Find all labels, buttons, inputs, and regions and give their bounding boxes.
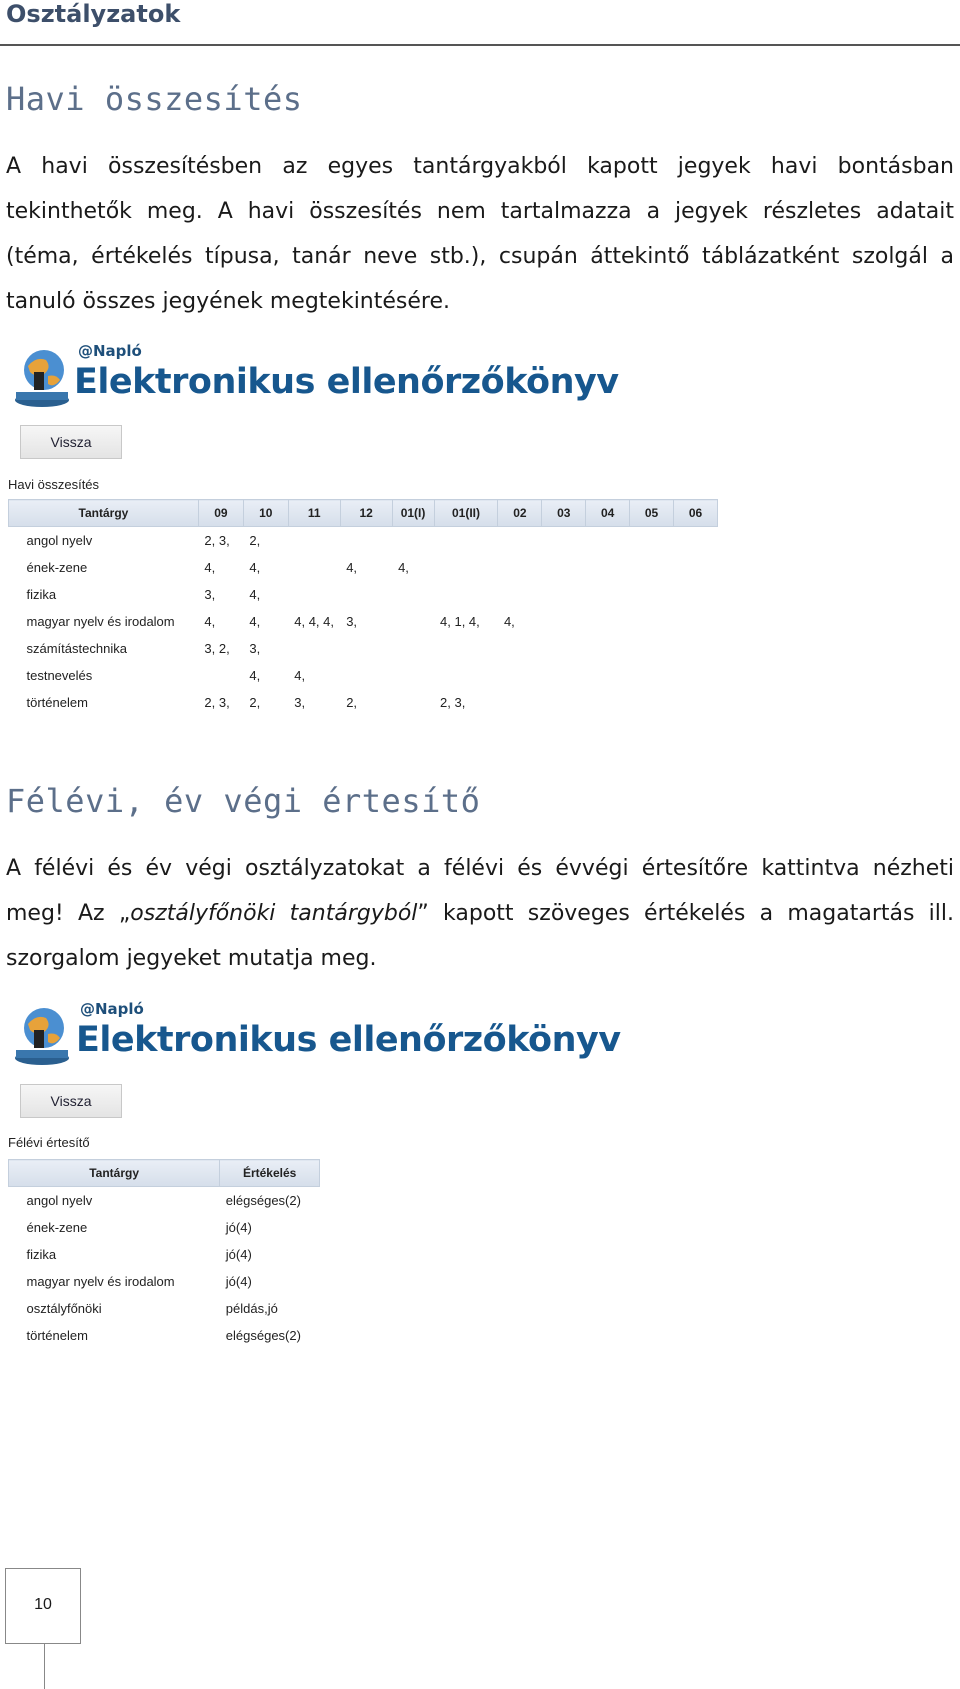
- subject-cell: történelem: [26, 1328, 88, 1343]
- paragraph-line: A havi összesítésben az egyes tantárgyakból kapott jegyek havi bontásban: [6, 154, 954, 179]
- grade-cell: [674, 689, 718, 716]
- grade-cell: [674, 581, 718, 608]
- grade-cell: [630, 635, 674, 662]
- grade-cell: [674, 608, 718, 635]
- grade-cell: [586, 581, 630, 608]
- grade-cell: jó(4): [225, 1274, 252, 1289]
- subject-cell: magyar nyelv és irodalom: [26, 614, 175, 629]
- grade-cell: [586, 662, 630, 689]
- grade-cell: [630, 689, 674, 716]
- grade-cell: 4,: [249, 560, 261, 575]
- grade-cell: 3,: [249, 641, 261, 656]
- screenshot-semester-report: [8, 1000, 688, 1360]
- section-heading-monthly: Havi összesítés: [6, 80, 303, 118]
- subject-cell: fizika: [26, 1247, 57, 1262]
- grade-cell: [586, 635, 630, 662]
- table-row: [9, 1295, 320, 1322]
- grade-cell: [434, 581, 498, 608]
- subject-cell: testnevelés: [26, 668, 93, 683]
- grade-cell: [630, 527, 674, 555]
- grade-cell: [674, 554, 718, 581]
- grade-cell: 4, 1, 4,: [440, 614, 480, 629]
- grade-cell: 4,: [249, 614, 261, 629]
- paragraph-line: A félévi és év végi osztályzatokat a félévi és évvégi értesítőre kattintva nézheti: [6, 856, 954, 881]
- grade-cell: [498, 662, 542, 689]
- grade-cell: [542, 554, 586, 581]
- column-header: Tantárgy: [9, 500, 199, 527]
- paragraph-line: [6, 891, 954, 936]
- grade-cell: [340, 635, 392, 662]
- column-header: 10: [243, 500, 288, 527]
- grade-cell: [542, 635, 586, 662]
- grade-cell: elégséges(2): [225, 1193, 301, 1208]
- subject-cell: osztályfőnöki: [26, 1301, 102, 1316]
- grade-cell: 3, 2,: [204, 641, 230, 656]
- monthly-grades-table: [8, 499, 718, 716]
- grade-cell: 4,: [249, 668, 261, 683]
- header-title: Osztályzatok: [6, 0, 181, 28]
- table-row: [9, 1268, 320, 1295]
- subject-cell: számítástechnika: [26, 641, 127, 656]
- grade-cell: 4,: [294, 668, 306, 683]
- column-header: 04: [586, 500, 630, 527]
- grade-cell: [630, 581, 674, 608]
- grade-cell: [542, 608, 586, 635]
- grade-cell: 2,: [249, 695, 261, 710]
- column-header: 12: [340, 500, 392, 527]
- back-button[interactable]: Vissza: [20, 1084, 122, 1118]
- grade-cell: 4,: [204, 614, 216, 629]
- table-row: [9, 581, 718, 608]
- paragraph-line: tanuló összes jegyének megtekintésére.: [6, 289, 450, 314]
- grade-cell: [630, 608, 674, 635]
- table-row: [9, 635, 718, 662]
- grade-cell: [498, 635, 542, 662]
- table-row: [9, 1214, 320, 1241]
- globe-book-icon: [14, 1004, 70, 1066]
- grade-cell: példás,jó: [225, 1301, 278, 1316]
- text-segment: ” kapott szöveges értékelés a magatartás ill.: [417, 901, 955, 926]
- table-row: [9, 662, 718, 689]
- logo-small-text: @Napló: [80, 1000, 144, 1018]
- grade-cell: [674, 635, 718, 662]
- table-caption: Félévi értesítő: [8, 1135, 90, 1150]
- grade-cell: [434, 635, 498, 662]
- page-number: 10: [34, 1596, 52, 1613]
- table-row: [9, 527, 718, 555]
- subject-cell: történelem: [26, 695, 88, 710]
- grade-cell: [542, 689, 586, 716]
- grade-cell: [542, 527, 586, 555]
- grade-cell: [542, 662, 586, 689]
- grade-cell: [288, 554, 340, 581]
- paragraph-line: tekinthetők meg. A havi összesítés nem tartalmazza a jegyek részletes adatait: [6, 199, 954, 224]
- grade-cell: [434, 662, 498, 689]
- grade-cell: 4,: [503, 614, 515, 629]
- grade-cell: [434, 554, 498, 581]
- grade-cell: [392, 608, 434, 635]
- grade-cell: [392, 581, 434, 608]
- table-row: [9, 608, 718, 635]
- grade-cell: [340, 581, 392, 608]
- paragraph-monthly: [6, 144, 954, 324]
- grade-cell: [498, 527, 542, 555]
- grade-cell: [340, 527, 392, 555]
- globe-book-icon: [14, 346, 70, 408]
- table-row: [9, 1322, 320, 1349]
- page-number-box: [5, 1568, 81, 1644]
- paragraph-semester: [6, 846, 954, 981]
- grade-cell: 3,: [204, 587, 216, 602]
- table-header-row: [9, 1160, 320, 1187]
- grade-cell: [288, 635, 340, 662]
- table-row: [9, 554, 718, 581]
- column-header: 09: [198, 500, 243, 527]
- grade-cell: [392, 635, 434, 662]
- grade-cell: [498, 581, 542, 608]
- grade-cell: [498, 554, 542, 581]
- grade-cell: elégséges(2): [225, 1328, 301, 1343]
- grade-cell: 2, 3,: [440, 695, 466, 710]
- column-header: 11: [288, 500, 340, 527]
- grade-cell: [630, 662, 674, 689]
- grade-cell: 4,: [398, 560, 409, 575]
- grade-cell: 4,: [249, 587, 261, 602]
- italic-text: osztályfőnöki tantárgyból: [130, 901, 418, 926]
- subject-cell: ének-zene: [26, 560, 88, 575]
- grade-cell: jó(4): [225, 1247, 252, 1262]
- grade-cell: [630, 554, 674, 581]
- subject-cell: angol nyelv: [26, 533, 93, 548]
- grade-cell: 2, 3,: [204, 695, 230, 710]
- grade-cell: [392, 662, 434, 689]
- grade-cell: [434, 527, 498, 555]
- semester-grades-table: [8, 1159, 320, 1349]
- subject-cell: magyar nyelv és irodalom: [26, 1274, 175, 1289]
- table-row: [9, 1241, 320, 1268]
- text-segment: meg! Az „: [6, 901, 131, 926]
- column-header: 01(II): [434, 500, 498, 527]
- grade-cell: [340, 662, 392, 689]
- grade-cell: 3,: [346, 614, 358, 629]
- column-header: 05: [630, 500, 674, 527]
- column-header: 06: [674, 500, 718, 527]
- column-header: Értékelés: [220, 1160, 320, 1187]
- grade-cell: [288, 581, 340, 608]
- column-header: 02: [498, 500, 542, 527]
- grade-cell: [674, 662, 718, 689]
- grade-cell: [586, 527, 630, 555]
- table-row: [9, 1187, 320, 1215]
- table-header-row: [9, 500, 718, 527]
- grade-cell: 4, 4, 4,: [294, 614, 334, 629]
- grade-cell: [674, 527, 718, 555]
- paragraph-line: (téma, értékelés típusa, tanár neve stb.), csupán áttekintő táblázatként szolgál a: [6, 244, 954, 269]
- grade-cell: [392, 527, 434, 555]
- grade-cell: 4,: [204, 560, 216, 575]
- grade-cell: [392, 689, 434, 716]
- grade-cell: 2,: [346, 695, 358, 710]
- logo-title: Elektronikus ellenőrzőkönyv: [74, 362, 619, 402]
- logo-title: Elektronikus ellenőrzőkönyv: [76, 1020, 621, 1060]
- grade-cell: [586, 608, 630, 635]
- subject-cell: angol nyelv: [26, 1193, 93, 1208]
- section-heading-semester: Félévi, év végi értesítő: [6, 782, 481, 820]
- grade-cell: 2,: [249, 533, 261, 548]
- column-header: 03: [542, 500, 586, 527]
- grade-cell: 3,: [294, 695, 306, 710]
- grade-cell: [542, 581, 586, 608]
- grade-cell: 2, 3,: [204, 533, 230, 548]
- back-button[interactable]: Vissza: [20, 425, 122, 459]
- grade-cell: [586, 689, 630, 716]
- grade-cell: [586, 554, 630, 581]
- subject-cell: fizika: [26, 587, 57, 602]
- grade-cell: [198, 662, 243, 689]
- grade-cell: jó(4): [225, 1220, 252, 1235]
- column-header: 01(I): [392, 500, 434, 527]
- logo-small-text: @Napló: [78, 342, 142, 360]
- page-number-stem: [44, 1644, 45, 1689]
- grade-cell: [498, 689, 542, 716]
- grade-cell: [288, 527, 340, 555]
- column-header: Tantárgy: [9, 1160, 220, 1187]
- table-row: [9, 689, 718, 716]
- document-header: [0, 0, 960, 46]
- table-caption: Havi összesítés: [8, 477, 100, 492]
- paragraph-line: szorgalom jegyeket mutatja meg.: [6, 946, 377, 971]
- grade-cell: 4,: [346, 560, 358, 575]
- screenshot-monthly-summary: [8, 342, 728, 722]
- subject-cell: ének-zene: [26, 1220, 88, 1235]
